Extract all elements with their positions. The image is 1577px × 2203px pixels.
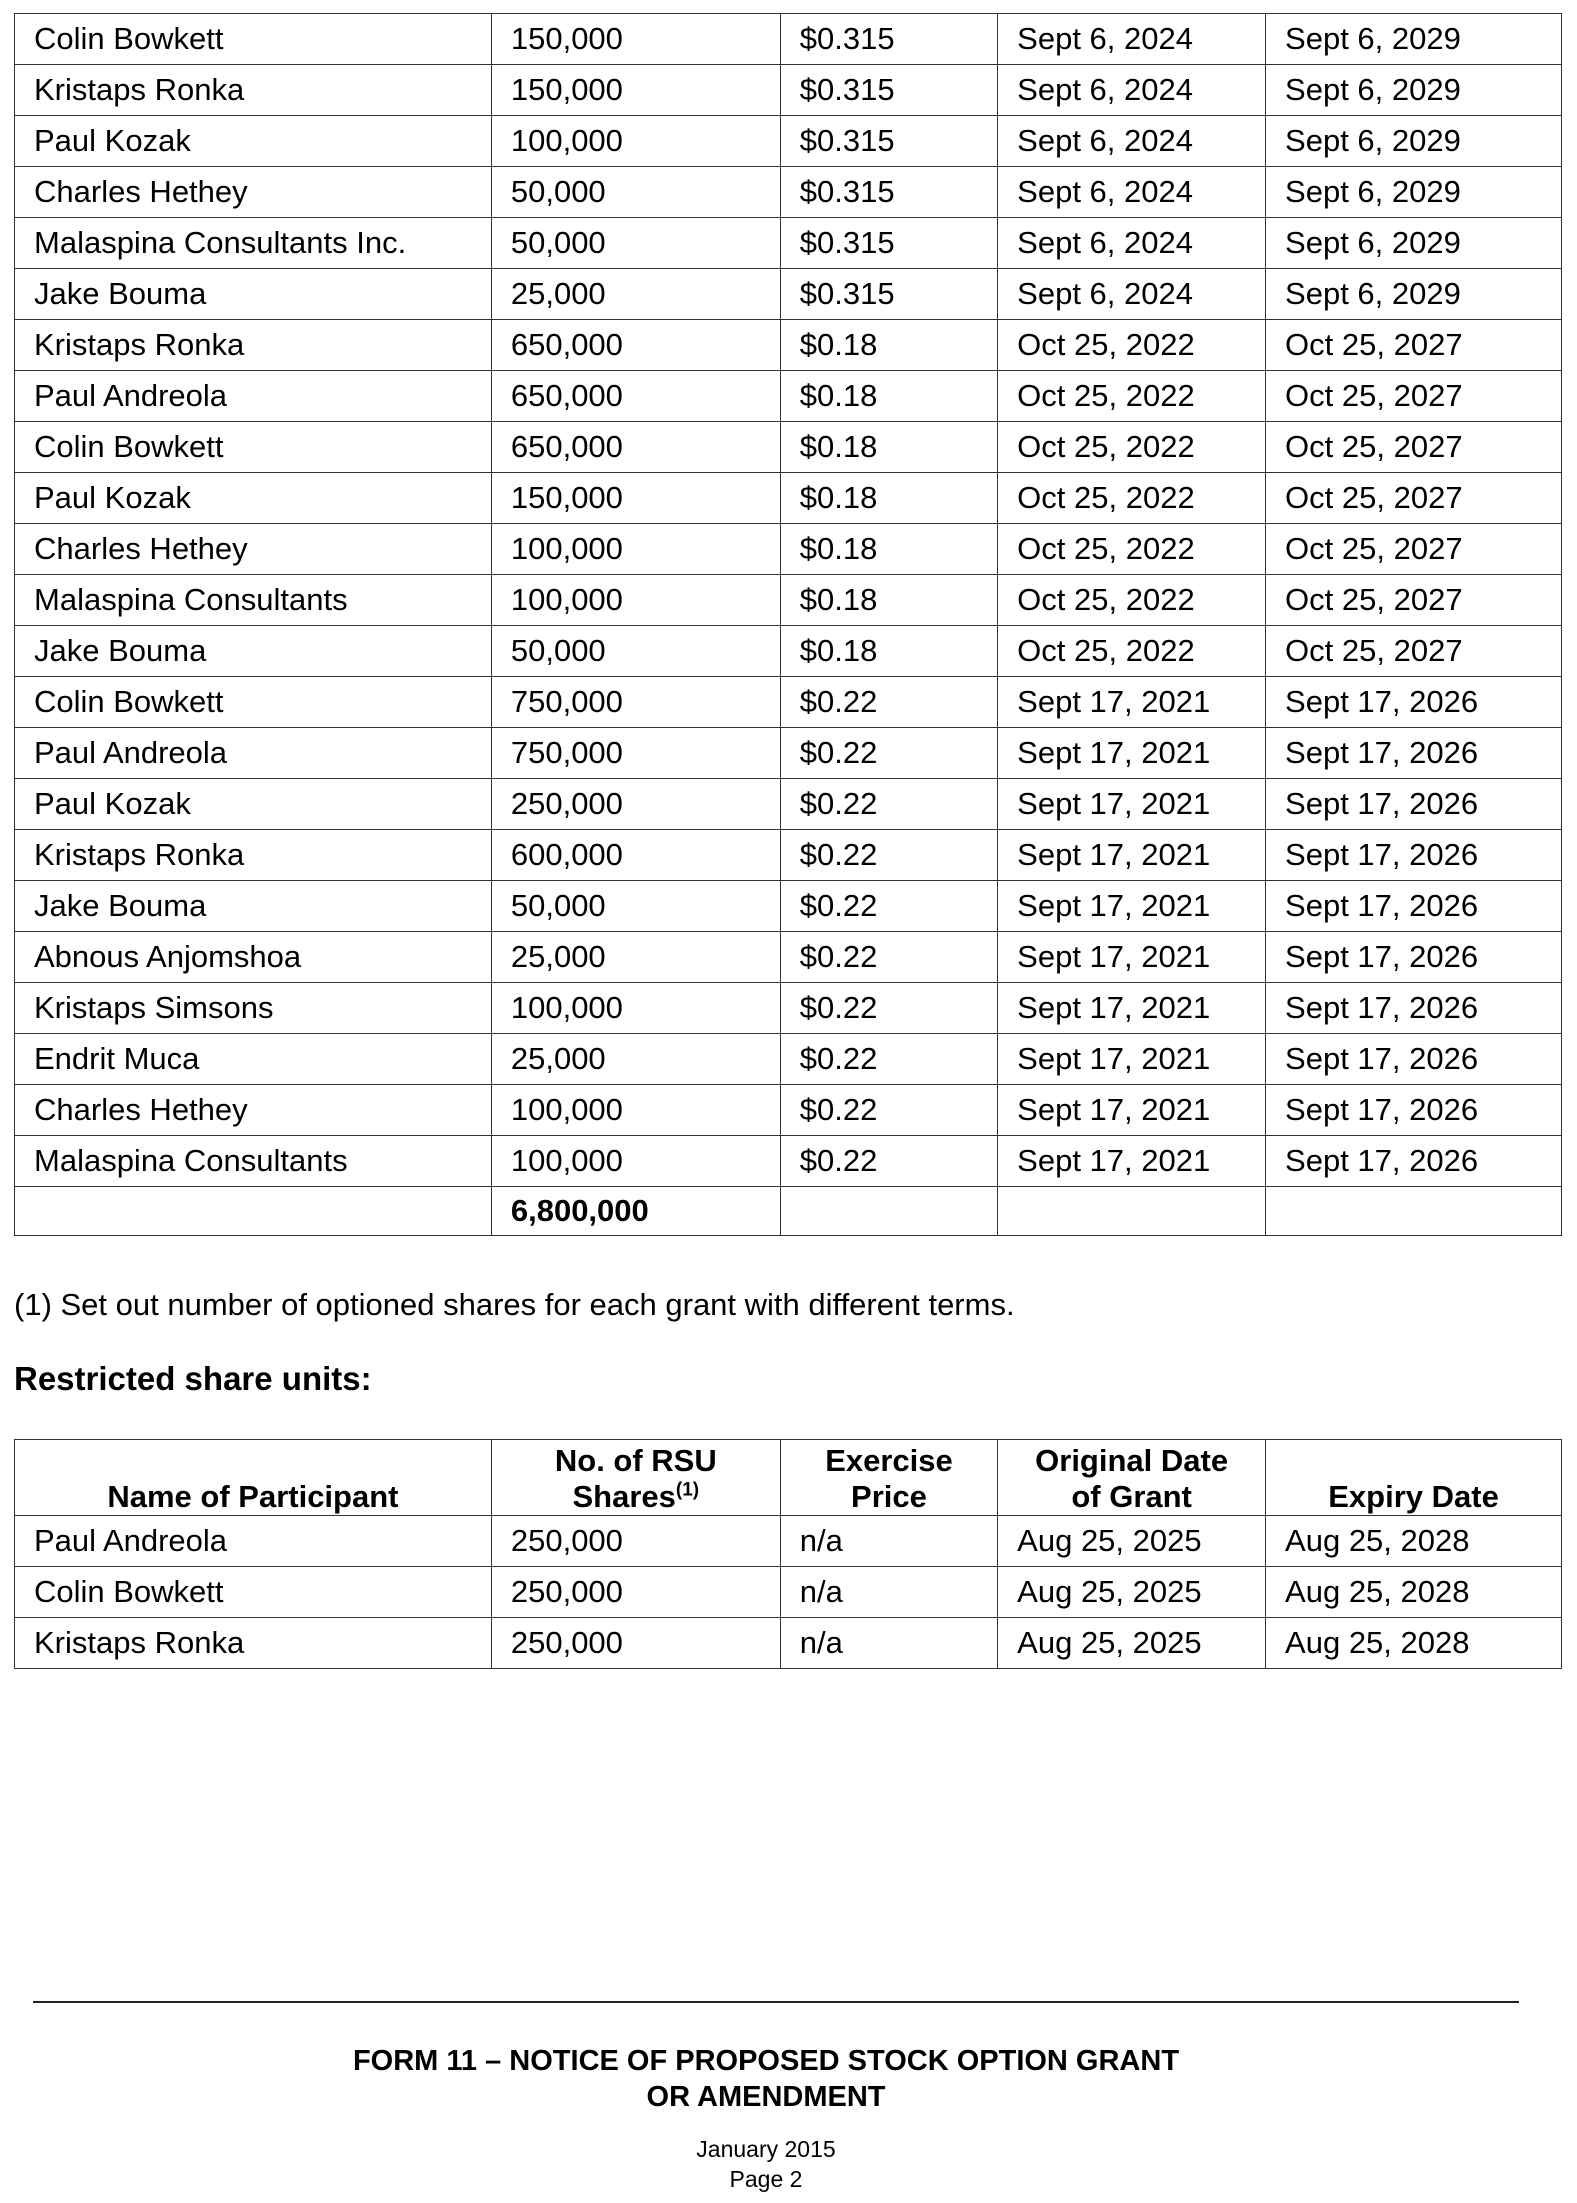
table-row <box>15 830 1562 881</box>
rsu-header-row <box>15 1440 1562 1516</box>
shares-cell: 50,000 <box>491 218 780 269</box>
participant-name-cell: Abnous Anjomshoa <box>15 932 492 983</box>
total-shares-cell: 6,800,000 <box>491 1187 780 1236</box>
participant-name-cell: Paul Kozak <box>15 473 492 524</box>
header-price-line2: Price <box>851 1479 927 1514</box>
exercise-price-cell: n/a <box>780 1567 997 1618</box>
expiry-date-cell: Sept 17, 2026 <box>1266 677 1562 728</box>
exercise-price-cell: $0.315 <box>780 269 997 320</box>
participant-name-cell: Paul Andreola <box>15 1516 492 1567</box>
stock-options-table <box>14 13 1562 1236</box>
grant-date-cell: Oct 25, 2022 <box>998 422 1266 473</box>
shares-cell: 250,000 <box>491 1516 780 1567</box>
grant-date-cell: Oct 25, 2022 <box>998 626 1266 677</box>
header-exercise-price <box>780 1440 997 1516</box>
expiry-date-cell: Oct 25, 2027 <box>1266 575 1562 626</box>
table-row <box>15 269 1562 320</box>
participant-name-cell: Kristaps Ronka <box>15 65 492 116</box>
form-date: January 2015 <box>696 2136 836 2162</box>
grant-date-cell: Sept 17, 2021 <box>998 728 1266 779</box>
grant-date-cell: Sept 6, 2024 <box>998 269 1266 320</box>
expiry-date-cell: Sept 6, 2029 <box>1266 65 1562 116</box>
expiry-date-cell: Sept 17, 2026 <box>1266 728 1562 779</box>
expiry-date-cell: Oct 25, 2027 <box>1266 371 1562 422</box>
grant-date-cell: Oct 25, 2022 <box>998 524 1266 575</box>
participant-name-cell: Paul Andreola <box>15 728 492 779</box>
exercise-price-cell: $0.22 <box>780 677 997 728</box>
grant-date-cell: Sept 6, 2024 <box>998 116 1266 167</box>
header-shares-line1: No. of RSU <box>554 1443 717 1478</box>
table-row <box>15 1136 1562 1187</box>
shares-cell: 100,000 <box>491 524 780 575</box>
grant-date-cell: Sept 17, 2021 <box>998 830 1266 881</box>
expiry-date-cell: Sept 17, 2026 <box>1266 983 1562 1034</box>
grant-date-cell: Aug 25, 2025 <box>998 1618 1266 1669</box>
expiry-date-cell: Aug 25, 2028 <box>1266 1567 1562 1618</box>
table-row <box>15 1085 1562 1136</box>
table-row <box>15 320 1562 371</box>
table-row <box>15 932 1562 983</box>
shares-cell: 100,000 <box>491 116 780 167</box>
grant-date-cell: Sept 17, 2021 <box>998 1136 1266 1187</box>
shares-cell: 650,000 <box>491 371 780 422</box>
footer-divider <box>33 2001 1519 2003</box>
participant-name-cell: Colin Bowkett <box>15 422 492 473</box>
exercise-price-cell: $0.22 <box>780 779 997 830</box>
participant-name-cell: Jake Bouma <box>15 626 492 677</box>
participant-name-cell: Malaspina Consultants <box>15 575 492 626</box>
participant-name-cell: Charles Hethey <box>15 524 492 575</box>
header-name-of-participant <box>15 1440 492 1516</box>
header-name-label: Name of Participant <box>107 1479 399 1514</box>
header-price-line1: Exercise <box>825 1443 953 1478</box>
shares-cell: 650,000 <box>491 422 780 473</box>
expiry-date-cell: Sept 17, 2026 <box>1266 1034 1562 1085</box>
expiry-date-cell: Oct 25, 2027 <box>1266 473 1562 524</box>
exercise-price-cell: $0.22 <box>780 830 997 881</box>
table-row <box>15 779 1562 830</box>
form-title <box>0 2043 1532 2115</box>
header-expiry-label: Expiry Date <box>1328 1479 1499 1514</box>
table-row <box>15 677 1562 728</box>
table-row <box>15 167 1562 218</box>
table-row <box>15 575 1562 626</box>
header-original-date-of-grant <box>998 1440 1266 1516</box>
grant-date-cell: Sept 17, 2021 <box>998 677 1266 728</box>
expiry-date-cell: Sept 17, 2026 <box>1266 1136 1562 1187</box>
total-empty-cell <box>780 1187 997 1236</box>
expiry-date-cell: Oct 25, 2027 <box>1266 626 1562 677</box>
total-empty-cell <box>1266 1187 1562 1236</box>
exercise-price-cell: $0.315 <box>780 167 997 218</box>
expiry-date-cell: Sept 17, 2026 <box>1266 881 1562 932</box>
stock-options-table-body <box>15 14 1562 1236</box>
footnote: (1) Set out number of optioned shares for each grant with different terms. <box>14 1287 1015 1322</box>
table-row <box>15 524 1562 575</box>
grant-date-cell: Aug 25, 2025 <box>998 1516 1266 1567</box>
table-row <box>15 728 1562 779</box>
rsu-table-body <box>15 1516 1562 1669</box>
shares-cell: 150,000 <box>491 473 780 524</box>
table-row <box>15 473 1562 524</box>
expiry-date-cell: Oct 25, 2027 <box>1266 320 1562 371</box>
table-row <box>15 218 1562 269</box>
table-row <box>15 116 1562 167</box>
shares-cell: 250,000 <box>491 1618 780 1669</box>
shares-cell: 250,000 <box>491 1567 780 1618</box>
exercise-price-cell: $0.22 <box>780 1136 997 1187</box>
exercise-price-cell: $0.315 <box>780 116 997 167</box>
expiry-date-cell: Sept 6, 2029 <box>1266 167 1562 218</box>
table-row <box>15 983 1562 1034</box>
expiry-date-cell: Sept 17, 2026 <box>1266 932 1562 983</box>
shares-cell: 100,000 <box>491 575 780 626</box>
shares-cell: 25,000 <box>491 932 780 983</box>
rsu-table-header <box>15 1440 1562 1516</box>
rsu-table <box>14 1439 1562 1669</box>
participant-name-cell: Paul Andreola <box>15 371 492 422</box>
form-title-line2: OR AMENDMENT <box>646 2081 886 2113</box>
exercise-price-cell: $0.18 <box>780 320 997 371</box>
participant-name-cell: Malaspina Consultants <box>15 1136 492 1187</box>
shares-cell: 25,000 <box>491 1034 780 1085</box>
participant-name-cell: Colin Bowkett <box>15 1567 492 1618</box>
participant-name-cell: Paul Kozak <box>15 116 492 167</box>
expiry-date-cell: Oct 25, 2027 <box>1266 524 1562 575</box>
exercise-price-cell: n/a <box>780 1618 997 1669</box>
expiry-date-cell: Oct 25, 2027 <box>1266 422 1562 473</box>
shares-cell: 50,000 <box>491 881 780 932</box>
grant-date-cell: Oct 25, 2022 <box>998 473 1266 524</box>
exercise-price-cell: $0.18 <box>780 524 997 575</box>
participant-name-cell: Kristaps Simsons <box>15 983 492 1034</box>
grant-date-cell: Sept 17, 2021 <box>998 1034 1266 1085</box>
table-row <box>15 422 1562 473</box>
exercise-price-cell: $0.22 <box>780 932 997 983</box>
shares-cell: 50,000 <box>491 626 780 677</box>
shares-cell: 100,000 <box>491 1085 780 1136</box>
table-row <box>15 65 1562 116</box>
participant-name-cell: Jake Bouma <box>15 881 492 932</box>
shares-cell: 650,000 <box>491 320 780 371</box>
grant-date-cell: Sept 17, 2021 <box>998 932 1266 983</box>
table-row <box>15 1618 1562 1669</box>
header-shares-line2: Shares <box>572 1479 676 1514</box>
exercise-price-cell: $0.18 <box>780 626 997 677</box>
grant-date-cell: Oct 25, 2022 <box>998 320 1266 371</box>
grant-date-cell: Sept 6, 2024 <box>998 167 1266 218</box>
participant-name-cell: Colin Bowkett <box>15 677 492 728</box>
exercise-price-cell: $0.22 <box>780 1085 997 1136</box>
table-row <box>15 371 1562 422</box>
shares-cell: 600,000 <box>491 830 780 881</box>
total-row <box>15 1187 1562 1236</box>
shares-cell: 750,000 <box>491 677 780 728</box>
footnote-reference: (1) <box>675 1479 700 1501</box>
participant-name-cell: Endrit Muca <box>15 1034 492 1085</box>
grant-date-cell: Sept 17, 2021 <box>998 983 1266 1034</box>
exercise-price-cell: $0.315 <box>780 14 997 65</box>
table-row <box>15 1567 1562 1618</box>
table-row <box>15 14 1562 65</box>
total-label-cell <box>15 1187 492 1236</box>
shares-cell: 750,000 <box>491 728 780 779</box>
exercise-price-cell: $0.22 <box>780 728 997 779</box>
form-title-line1: FORM 11 – NOTICE OF PROPOSED STOCK OPTION GRANT <box>352 2045 1180 2077</box>
exercise-price-cell: $0.315 <box>780 218 997 269</box>
shares-cell: 100,000 <box>491 983 780 1034</box>
table-row <box>15 1516 1562 1567</box>
grant-date-cell: Sept 17, 2021 <box>998 1085 1266 1136</box>
header-expiry-date <box>1266 1440 1562 1516</box>
shares-cell: 250,000 <box>491 779 780 830</box>
grant-date-cell: Sept 6, 2024 <box>998 14 1266 65</box>
expiry-date-cell: Sept 6, 2029 <box>1266 14 1562 65</box>
expiry-date-cell: Sept 17, 2026 <box>1266 830 1562 881</box>
table-row <box>15 626 1562 677</box>
exercise-price-cell: $0.22 <box>780 881 997 932</box>
participant-name-cell: Malaspina Consultants Inc. <box>15 218 492 269</box>
table-row <box>15 1034 1562 1085</box>
header-no-of-rsu-shares <box>491 1440 780 1516</box>
participant-name-cell: Paul Kozak <box>15 779 492 830</box>
expiry-date-cell: Sept 17, 2026 <box>1266 1085 1562 1136</box>
table-row <box>15 881 1562 932</box>
expiry-date-cell: Aug 25, 2028 <box>1266 1618 1562 1669</box>
expiry-date-cell: Sept 6, 2029 <box>1266 269 1562 320</box>
grant-date-cell: Aug 25, 2025 <box>998 1567 1266 1618</box>
participant-name-cell: Kristaps Ronka <box>15 320 492 371</box>
participant-name-cell: Charles Hethey <box>15 1085 492 1136</box>
rsu-section-heading: Restricted share units: <box>14 1360 372 1397</box>
expiry-date-cell: Sept 17, 2026 <box>1266 779 1562 830</box>
exercise-price-cell: $0.18 <box>780 473 997 524</box>
shares-cell: 150,000 <box>491 65 780 116</box>
shares-cell: 25,000 <box>491 269 780 320</box>
header-grant-line1: Original Date <box>1035 1443 1229 1478</box>
participant-name-cell: Colin Bowkett <box>15 14 492 65</box>
shares-cell: 100,000 <box>491 1136 780 1187</box>
expiry-date-cell: Aug 25, 2028 <box>1266 1516 1562 1567</box>
exercise-price-cell: $0.22 <box>780 1034 997 1085</box>
participant-name-cell: Kristaps Ronka <box>15 1618 492 1669</box>
grant-date-cell: Sept 17, 2021 <box>998 881 1266 932</box>
exercise-price-cell: $0.315 <box>780 65 997 116</box>
participant-name-cell: Jake Bouma <box>15 269 492 320</box>
exercise-price-cell: $0.18 <box>780 371 997 422</box>
header-grant-line2: of Grant <box>1071 1479 1192 1514</box>
exercise-price-cell: $0.18 <box>780 575 997 626</box>
exercise-price-cell: $0.18 <box>780 422 997 473</box>
form-meta <box>0 2134 1532 2194</box>
exercise-price-cell: n/a <box>780 1516 997 1567</box>
grant-date-cell: Sept 6, 2024 <box>998 218 1266 269</box>
grant-date-cell: Sept 6, 2024 <box>998 65 1266 116</box>
exercise-price-cell: $0.22 <box>780 983 997 1034</box>
participant-name-cell: Charles Hethey <box>15 167 492 218</box>
expiry-date-cell: Sept 6, 2029 <box>1266 116 1562 167</box>
participant-name-cell: Kristaps Ronka <box>15 830 492 881</box>
grant-date-cell: Sept 17, 2021 <box>998 779 1266 830</box>
expiry-date-cell: Sept 6, 2029 <box>1266 218 1562 269</box>
total-empty-cell <box>998 1187 1266 1236</box>
shares-cell: 50,000 <box>491 167 780 218</box>
page-number: Page 2 <box>729 2166 803 2192</box>
grant-date-cell: Oct 25, 2022 <box>998 575 1266 626</box>
shares-cell: 150,000 <box>491 14 780 65</box>
grant-date-cell: Oct 25, 2022 <box>998 371 1266 422</box>
